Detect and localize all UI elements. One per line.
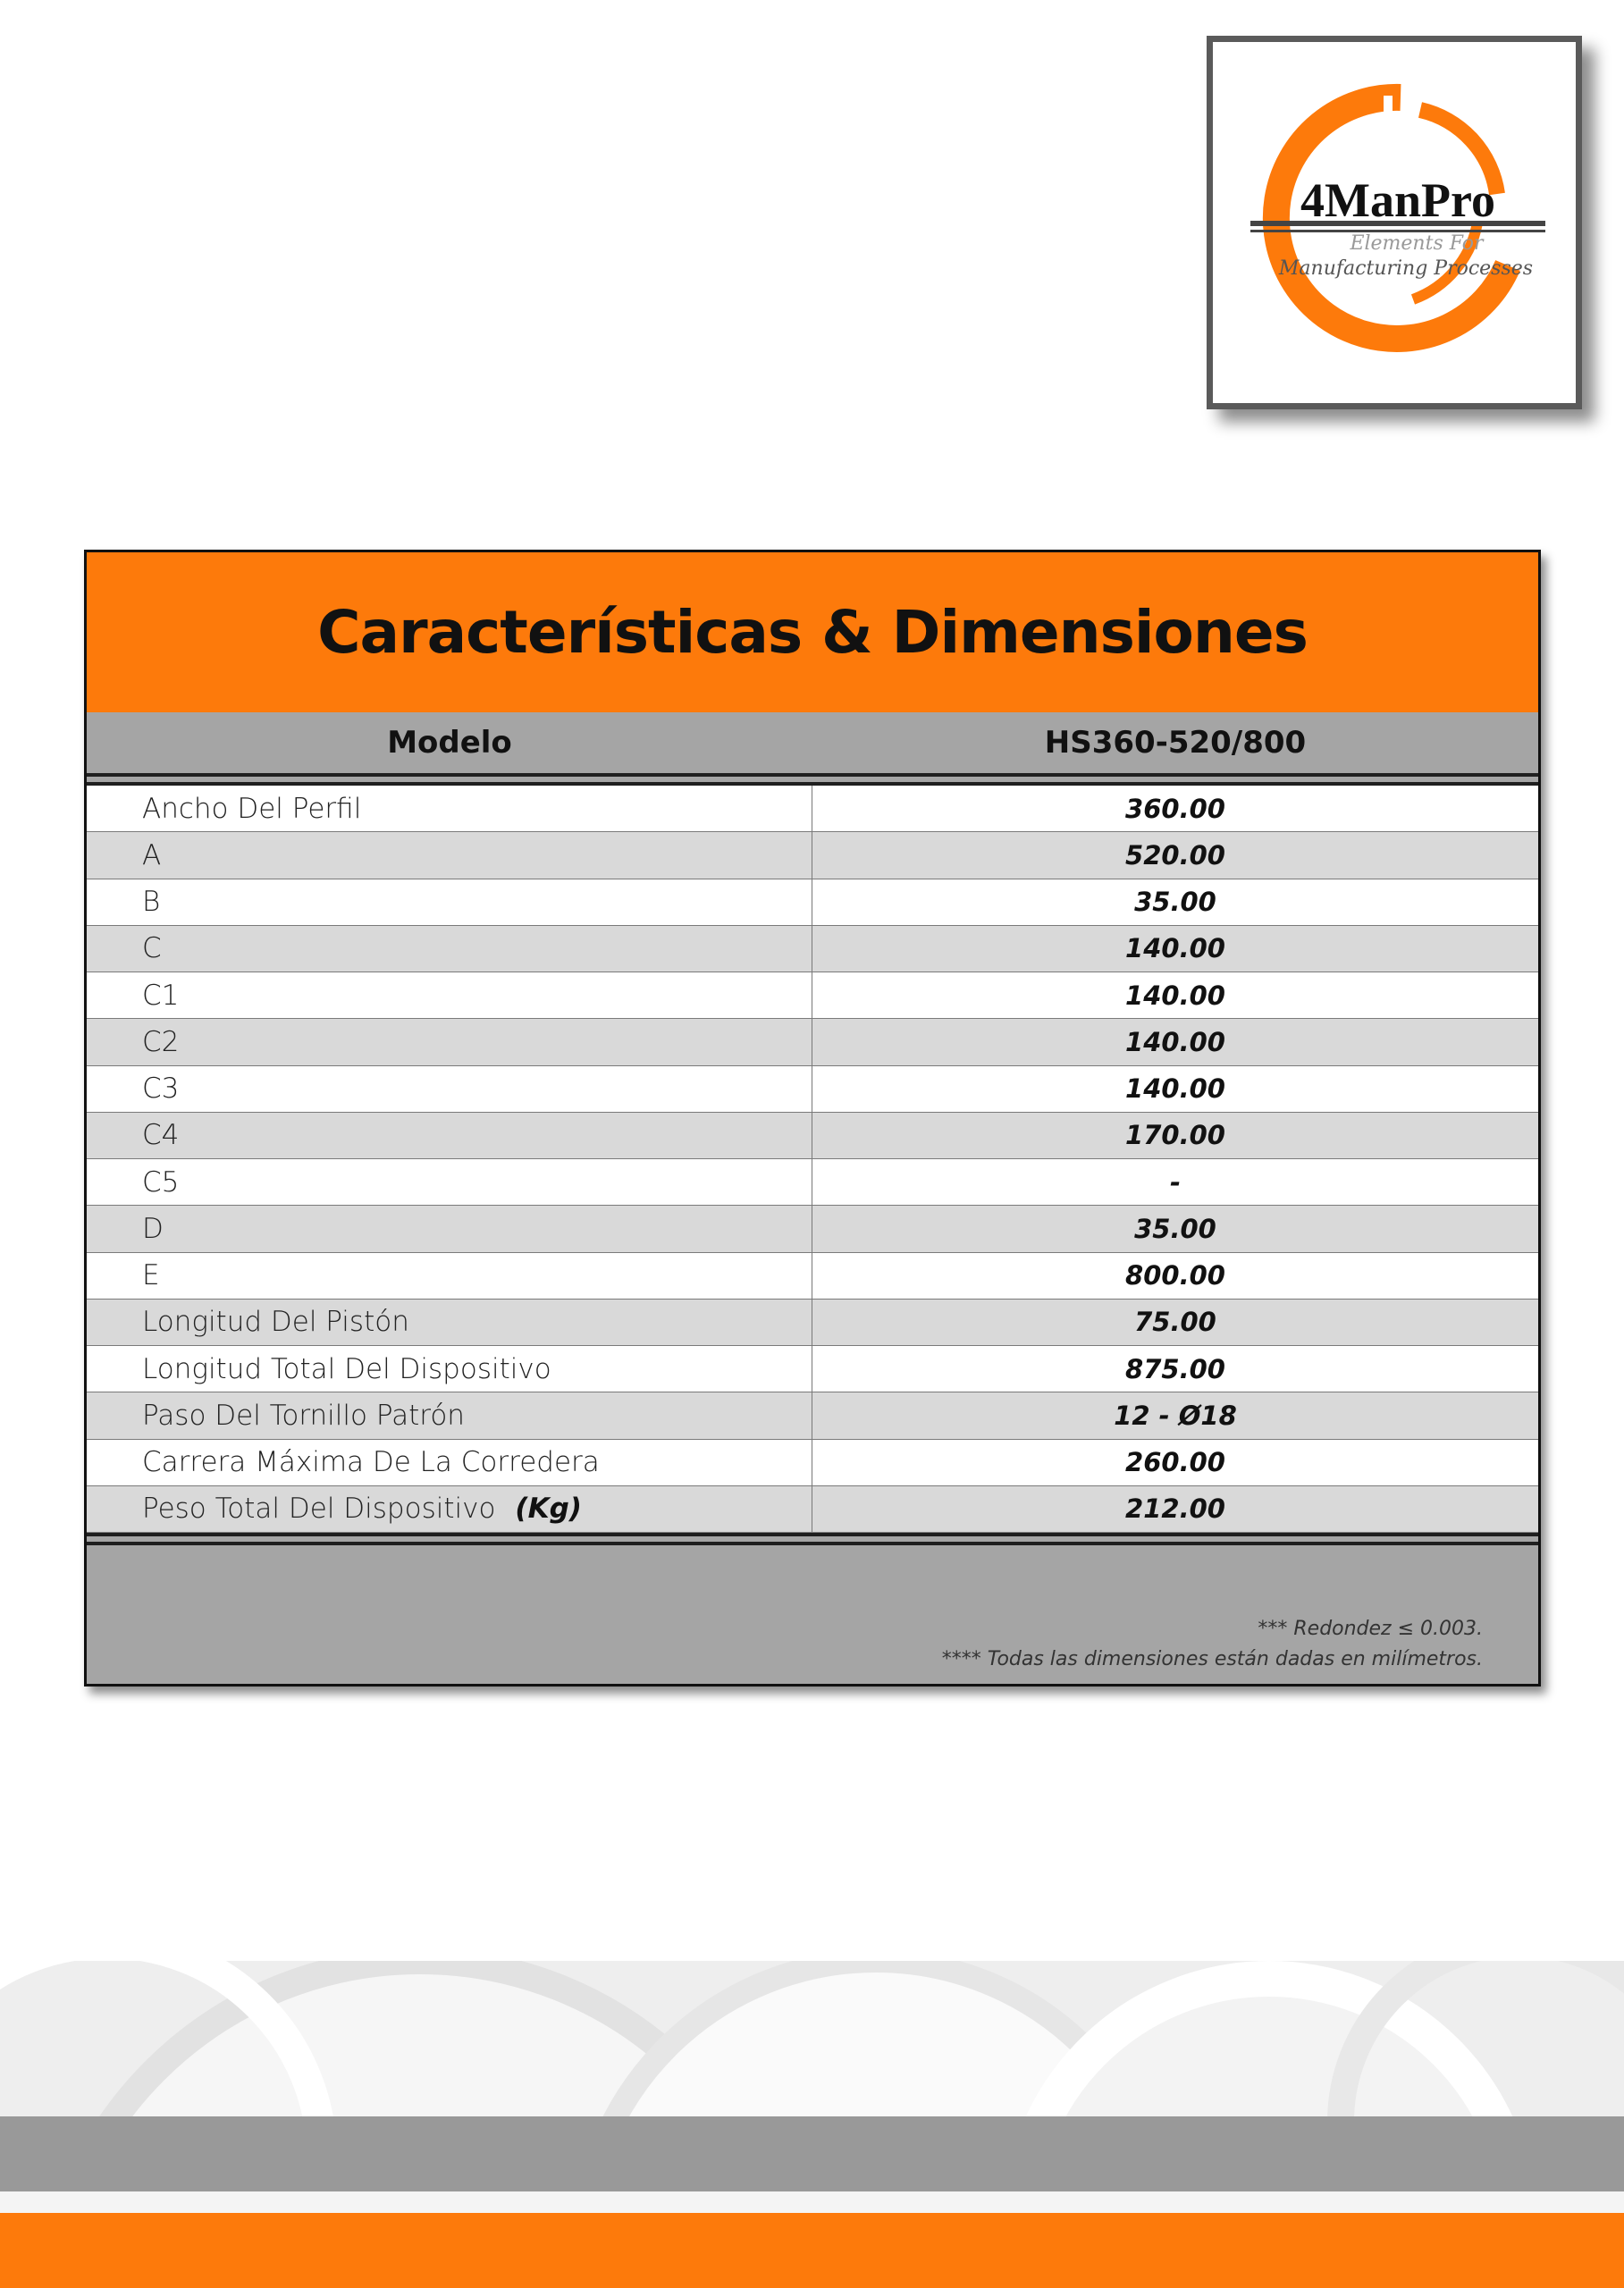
- table-row: [87, 786, 1538, 832]
- row-label-text: Peso Total Del Dispositivo: [142, 1493, 496, 1526]
- row-value: 800.00: [1125, 1260, 1225, 1291]
- table-row: [87, 1066, 1538, 1113]
- row-value: 35.00: [1134, 1213, 1216, 1244]
- row-value: 35.00: [1134, 887, 1216, 918]
- table-title: Características & Dimensiones: [87, 552, 1538, 712]
- table-body: [87, 786, 1538, 1533]
- note-units: **** Todas las dimensiones están dadas en milímetros.: [941, 1648, 1483, 1670]
- table-divider-bottom: [87, 1533, 1538, 1545]
- row-value: 140.00: [1125, 1026, 1225, 1057]
- header-label: Modelo: [387, 725, 512, 761]
- footer-spacer: [0, 2191, 1624, 2213]
- logo-tagline-line2: Manufacturing Processes: [1278, 257, 1534, 280]
- row-label: C1: [87, 972, 812, 1018]
- logo-emblem-icon: [1213, 42, 1576, 403]
- table-row: [87, 879, 1538, 926]
- table-row: [87, 1113, 1538, 1159]
- row-label: C4: [87, 1113, 812, 1158]
- table-row: [87, 1346, 1538, 1392]
- row-value: 12 - Ø18: [1114, 1400, 1237, 1431]
- company-logo: [1207, 36, 1582, 409]
- row-value: 170.00: [1125, 1120, 1225, 1151]
- specs-table-panel: [84, 550, 1541, 1687]
- logo-tagline-line1: Elements For: [1350, 232, 1484, 255]
- table-row: [87, 832, 1538, 879]
- table-row: [87, 926, 1538, 972]
- table-row: [87, 1019, 1538, 1065]
- row-value: 520.00: [1125, 839, 1225, 871]
- table-row: [87, 972, 1538, 1019]
- table-row: [87, 1392, 1538, 1439]
- table-divider-top: [87, 773, 1538, 786]
- row-value: 875.00: [1125, 1353, 1225, 1384]
- table-row: [87, 1206, 1538, 1252]
- row-label: C: [87, 926, 812, 972]
- row-value: 75.00: [1134, 1307, 1216, 1338]
- header-model: HS360-520/800: [1044, 725, 1307, 761]
- row-unit: (Kg): [515, 1493, 582, 1526]
- logo-brand-text: 4ManPro: [1300, 173, 1495, 227]
- row-value: 140.00: [1125, 980, 1225, 1011]
- row-label: B: [87, 879, 812, 925]
- row-label: Longitud Del Pistón: [87, 1300, 812, 1345]
- row-value: 260.00: [1125, 1447, 1225, 1478]
- row-value: -: [1169, 1166, 1182, 1198]
- note-roundness: *** Redondez ≤ 0.003.: [1258, 1618, 1483, 1640]
- table-header-row: [87, 712, 1538, 773]
- row-value: 212.00: [1125, 1493, 1225, 1525]
- row-label: C2: [87, 1019, 812, 1064]
- row-label: Carrera Máxima De La Corredera: [87, 1440, 812, 1485]
- row-label: Ancho Del Perfil: [87, 786, 812, 831]
- table-row: [87, 1300, 1538, 1346]
- row-label: E: [87, 1253, 812, 1299]
- row-label: C3: [87, 1066, 812, 1112]
- footer-gray-band: [0, 2116, 1624, 2191]
- table-row: [87, 1486, 1538, 1533]
- footer-orange-band: [0, 2213, 1624, 2288]
- row-label: A: [87, 832, 812, 878]
- row-label: C5: [87, 1159, 812, 1205]
- row-value: 360.00: [1125, 793, 1225, 824]
- row-value: 140.00: [1125, 933, 1225, 964]
- table-notes: [942, 1614, 1483, 1675]
- row-label: Paso Del Tornillo Patrón: [87, 1392, 812, 1438]
- table-row: [87, 1253, 1538, 1300]
- row-label: [87, 1486, 812, 1532]
- row-value: 140.00: [1125, 1073, 1225, 1105]
- row-label: D: [87, 1206, 812, 1251]
- table-row: [87, 1440, 1538, 1486]
- row-label: Longitud Total Del Dispositivo: [87, 1346, 812, 1392]
- table-row: [87, 1159, 1538, 1206]
